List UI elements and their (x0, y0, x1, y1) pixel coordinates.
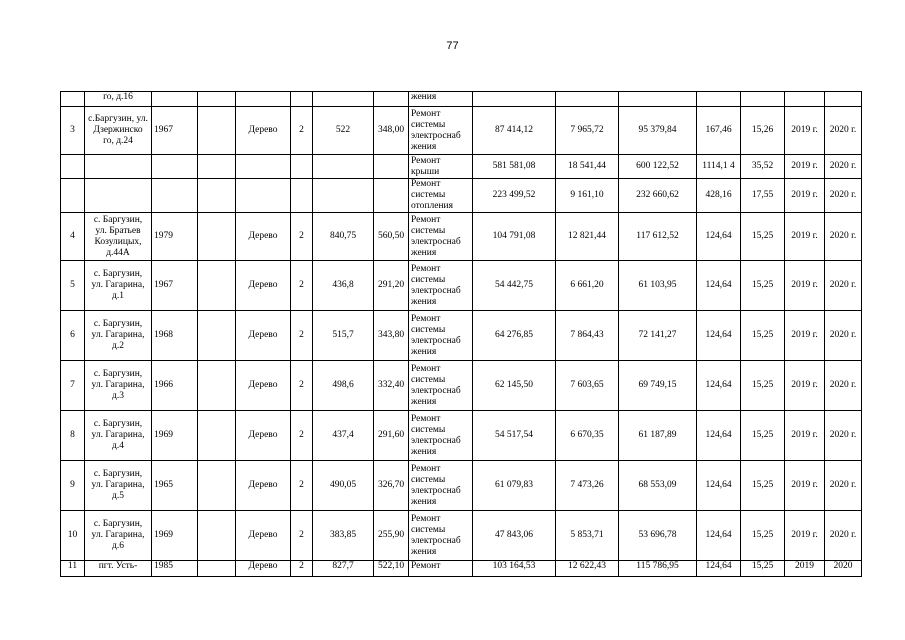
end-year-cell: 2020 г. (825, 107, 862, 155)
cost-total-cell (619, 92, 697, 107)
per-m2-cell: 124,64 (697, 311, 741, 361)
per-m2-cell: 124,64 (697, 261, 741, 311)
total-area-cell (313, 179, 374, 213)
cost-total-cell: 61 187,89 (619, 411, 697, 461)
address-cell: пгт. Усть- (85, 561, 152, 577)
table-row (61, 213, 862, 261)
wall-material-cell: Дерево (236, 311, 291, 361)
cost-cell: 62 145,50 (473, 361, 556, 411)
living-area-cell: 332,40 (374, 361, 409, 411)
floors-cell: 2 (291, 261, 313, 311)
row-number (61, 155, 85, 179)
work-type-cell: Ремонт системы электроснаб жения (409, 361, 473, 411)
year-built-cell: 1979 (152, 213, 198, 261)
cost-total-cell: 69 749,15 (619, 361, 697, 411)
address-cell: го, д.16 (85, 92, 152, 107)
address-cell: с. Баргузин, ул. Гагарина, д.4 (85, 411, 152, 461)
blank-cell (198, 411, 236, 461)
floors-cell: 2 (291, 561, 313, 577)
living-area-cell (374, 179, 409, 213)
table-row (61, 155, 862, 179)
total-area-cell: 498,6 (313, 361, 374, 411)
rate-cell: 15,25 (741, 461, 785, 511)
rate-cell: 15,25 (741, 361, 785, 411)
address-cell (85, 179, 152, 213)
end-year-cell: 2020 г. (825, 411, 862, 461)
cost-cell: 54 517,54 (473, 411, 556, 461)
per-m2-cell: 428,16 (697, 179, 741, 213)
start-year-cell: 2019 г. (785, 261, 825, 311)
rate-cell: 15,25 (741, 213, 785, 261)
cost-total-cell: 68 553,09 (619, 461, 697, 511)
end-year-cell: 2020 г. (825, 179, 862, 213)
table-row (61, 311, 862, 361)
cost-cell (473, 92, 556, 107)
start-year-cell: 2019 г. (785, 107, 825, 155)
cost-cell: 12 622,43 (556, 561, 619, 577)
cost-total-cell: 95 379,84 (619, 107, 697, 155)
work-type-cell: жения (409, 92, 473, 107)
floors-cell (291, 92, 313, 107)
end-year-cell: 2020 г. (825, 311, 862, 361)
floors-cell: 2 (291, 461, 313, 511)
floors-cell: 2 (291, 107, 313, 155)
cost-total-cell: 232 660,62 (619, 179, 697, 213)
wall-material-cell: Дерево (236, 561, 291, 577)
living-area-cell: 291,60 (374, 411, 409, 461)
start-year-cell: 2019 г. (785, 155, 825, 179)
year-built-cell: 1969 (152, 411, 198, 461)
wall-material-cell (236, 179, 291, 213)
cost-cell: 12 821,44 (556, 213, 619, 261)
cost-cell: 54 442,75 (473, 261, 556, 311)
start-year-cell: 2019 г. (785, 461, 825, 511)
cost-cell: 223 499,52 (473, 179, 556, 213)
wall-material-cell (236, 92, 291, 107)
rate-cell: 15,25 (741, 311, 785, 361)
living-area-cell: 255,90 (374, 511, 409, 561)
wall-material-cell: Дерево (236, 511, 291, 561)
rate-cell: 15,26 (741, 107, 785, 155)
blank-cell (198, 561, 236, 577)
per-m2-cell (697, 92, 741, 107)
end-year-cell (825, 92, 862, 107)
year-built-cell: 1967 (152, 261, 198, 311)
work-type-cell: Ремонт системы электроснаб жения (409, 461, 473, 511)
total-area-cell: 522 (313, 107, 374, 155)
blank-cell (198, 179, 236, 213)
address-cell (85, 155, 152, 179)
per-m2-cell: 124,64 (697, 511, 741, 561)
per-m2-cell: 124,64 (697, 561, 741, 577)
address-cell: с. Баргузин, ул. Гагарина, д.2 (85, 311, 152, 361)
total-area-cell: 437,4 (313, 411, 374, 461)
per-m2-cell: 124,64 (697, 411, 741, 461)
per-m2-cell: 1114,1 4 (697, 155, 741, 179)
start-year-cell: 2019 г. (785, 411, 825, 461)
start-year-cell: 2019 г. (785, 361, 825, 411)
cost-cell: 104 791,08 (473, 213, 556, 261)
blank-cell (198, 107, 236, 155)
table-row (61, 261, 862, 311)
address-cell: с.Баргузин, ул. Дзержинско го, д.24 (85, 107, 152, 155)
year-built-cell (152, 92, 198, 107)
rate-cell: 15,25 (741, 561, 785, 577)
start-year-cell: 2019 (785, 561, 825, 577)
end-year-cell: 2020 г. (825, 511, 862, 561)
work-type-cell: Ремонт системы электроснаб жения (409, 511, 473, 561)
cost-total-cell: 61 103,95 (619, 261, 697, 311)
wall-material-cell: Дерево (236, 107, 291, 155)
total-area-cell (313, 92, 374, 107)
address-cell: с. Баргузин, ул. Гагарина, д.1 (85, 261, 152, 311)
blank-cell (198, 311, 236, 361)
living-area-cell: 343,80 (374, 311, 409, 361)
cost-total-cell: 72 141,27 (619, 311, 697, 361)
cost-cell: 7 603,65 (556, 361, 619, 411)
total-area-cell: 490,05 (313, 461, 374, 511)
blank-cell (198, 213, 236, 261)
address-cell: с. Баргузин, ул. Гагарина, д.3 (85, 361, 152, 411)
year-built-cell: 1969 (152, 511, 198, 561)
cost-cell: 87 414,12 (473, 107, 556, 155)
blank-cell (198, 511, 236, 561)
living-area-cell (374, 155, 409, 179)
per-m2-cell: 124,64 (697, 361, 741, 411)
blank-cell (198, 261, 236, 311)
table-row (61, 561, 862, 577)
rate-cell: 15,25 (741, 511, 785, 561)
row-number: 10 (61, 511, 85, 561)
wall-material-cell: Дерево (236, 361, 291, 411)
year-built-cell: 1968 (152, 311, 198, 361)
row-number: 6 (61, 311, 85, 361)
work-type-cell: Ремонт (409, 561, 473, 577)
row-number: 4 (61, 213, 85, 261)
wall-material-cell (236, 155, 291, 179)
address-cell: с. Баргузин, ул. Гагарина, д.5 (85, 461, 152, 511)
work-type-cell: Ремонт крыши (409, 155, 473, 179)
blank-cell (198, 461, 236, 511)
row-number: 8 (61, 411, 85, 461)
cost-total-cell: 115 786,95 (619, 561, 697, 577)
start-year-cell (785, 92, 825, 107)
table-row (61, 179, 862, 213)
end-year-cell: 2020 г. (825, 261, 862, 311)
row-number: 7 (61, 361, 85, 411)
start-year-cell: 2019 г. (785, 311, 825, 361)
rate-cell (741, 92, 785, 107)
rate-cell: 17,55 (741, 179, 785, 213)
year-built-cell: 1966 (152, 361, 198, 411)
living-area-cell: 348,00 (374, 107, 409, 155)
row-number: 11 (61, 561, 85, 577)
floors-cell: 2 (291, 411, 313, 461)
table-row (61, 511, 862, 561)
row-number (61, 179, 85, 213)
end-year-cell: 2020 г. (825, 155, 862, 179)
living-area-cell: 522,10 (374, 561, 409, 577)
wall-material-cell: Дерево (236, 261, 291, 311)
work-type-cell: Ремонт системы электроснаб жения (409, 411, 473, 461)
work-type-cell: Ремонт системы электроснаб жения (409, 213, 473, 261)
end-year-cell: 2020 (825, 561, 862, 577)
address-cell: с. Баргузин, ул. Гагарина, д.6 (85, 511, 152, 561)
living-area-cell: 560,50 (374, 213, 409, 261)
floors-cell: 2 (291, 511, 313, 561)
row-number: 5 (61, 261, 85, 311)
blank-cell (198, 361, 236, 411)
total-area-cell: 840,75 (313, 213, 374, 261)
cost-cell: 7 473,26 (556, 461, 619, 511)
total-area-cell: 436,8 (313, 261, 374, 311)
floors-cell: 2 (291, 213, 313, 261)
repair-schedule-table (60, 91, 862, 577)
page-number: 77 (446, 40, 459, 52)
work-type-cell: Ремонт системы электроснаб жения (409, 311, 473, 361)
table-row (61, 461, 862, 511)
living-area-cell: 291,20 (374, 261, 409, 311)
year-built-cell: 1985 (152, 561, 198, 577)
table-row (61, 411, 862, 461)
cost-cell: 64 276,85 (473, 311, 556, 361)
rate-cell: 35,52 (741, 155, 785, 179)
wall-material-cell: Дерево (236, 213, 291, 261)
cost-cell: 61 079,83 (473, 461, 556, 511)
row-number: 9 (61, 461, 85, 511)
end-year-cell: 2020 г. (825, 461, 862, 511)
cost-cell: 9 161,10 (556, 179, 619, 213)
wall-material-cell: Дерево (236, 411, 291, 461)
floors-cell: 2 (291, 361, 313, 411)
cost-total-cell: 53 696,78 (619, 511, 697, 561)
living-area-cell: 326,70 (374, 461, 409, 511)
rate-cell: 15,25 (741, 411, 785, 461)
floors-cell (291, 155, 313, 179)
row-number (61, 92, 85, 107)
blank-cell (198, 92, 236, 107)
total-area-cell: 827,7 (313, 561, 374, 577)
address-cell: с. Баргузин, ул. Братьев Козулицых, д.44А (85, 213, 152, 261)
cost-cell: 7 864,43 (556, 311, 619, 361)
year-built-cell (152, 155, 198, 179)
year-built-cell: 1967 (152, 107, 198, 155)
cost-cell: 7 965,72 (556, 107, 619, 155)
year-built-cell: 1965 (152, 461, 198, 511)
per-m2-cell: 124,64 (697, 213, 741, 261)
end-year-cell: 2020 г. (825, 361, 862, 411)
blank-cell (198, 155, 236, 179)
start-year-cell: 2019 г. (785, 213, 825, 261)
end-year-cell: 2020 г. (825, 213, 862, 261)
cost-total-cell: 117 612,52 (619, 213, 697, 261)
cost-cell: 6 661,20 (556, 261, 619, 311)
total-area-cell: 515,7 (313, 311, 374, 361)
living-area-cell (374, 92, 409, 107)
floors-cell (291, 179, 313, 213)
cost-cell: 18 541,44 (556, 155, 619, 179)
cost-cell: 47 843,06 (473, 511, 556, 561)
cost-cell (556, 92, 619, 107)
cost-cell: 5 853,71 (556, 511, 619, 561)
work-type-cell: Ремонт системы электроснаб жения (409, 107, 473, 155)
year-built-cell (152, 179, 198, 213)
cost-total-cell: 600 122,52 (619, 155, 697, 179)
work-type-cell: Ремонт системы электроснаб жения (409, 261, 473, 311)
table-row (61, 361, 862, 411)
per-m2-cell: 167,46 (697, 107, 741, 155)
floors-cell: 2 (291, 311, 313, 361)
wall-material-cell: Дерево (236, 461, 291, 511)
row-number: 3 (61, 107, 85, 155)
start-year-cell: 2019 г. (785, 179, 825, 213)
per-m2-cell: 124,64 (697, 461, 741, 511)
total-area-cell: 383,85 (313, 511, 374, 561)
cost-cell: 581 581,08 (473, 155, 556, 179)
table-row (61, 92, 862, 107)
start-year-cell: 2019 г. (785, 511, 825, 561)
rate-cell: 15,25 (741, 261, 785, 311)
work-type-cell: Ремонт системы отопления (409, 179, 473, 213)
cost-cell: 103 164,53 (473, 561, 556, 577)
table-row (61, 107, 862, 155)
cost-cell: 6 670,35 (556, 411, 619, 461)
total-area-cell (313, 155, 374, 179)
